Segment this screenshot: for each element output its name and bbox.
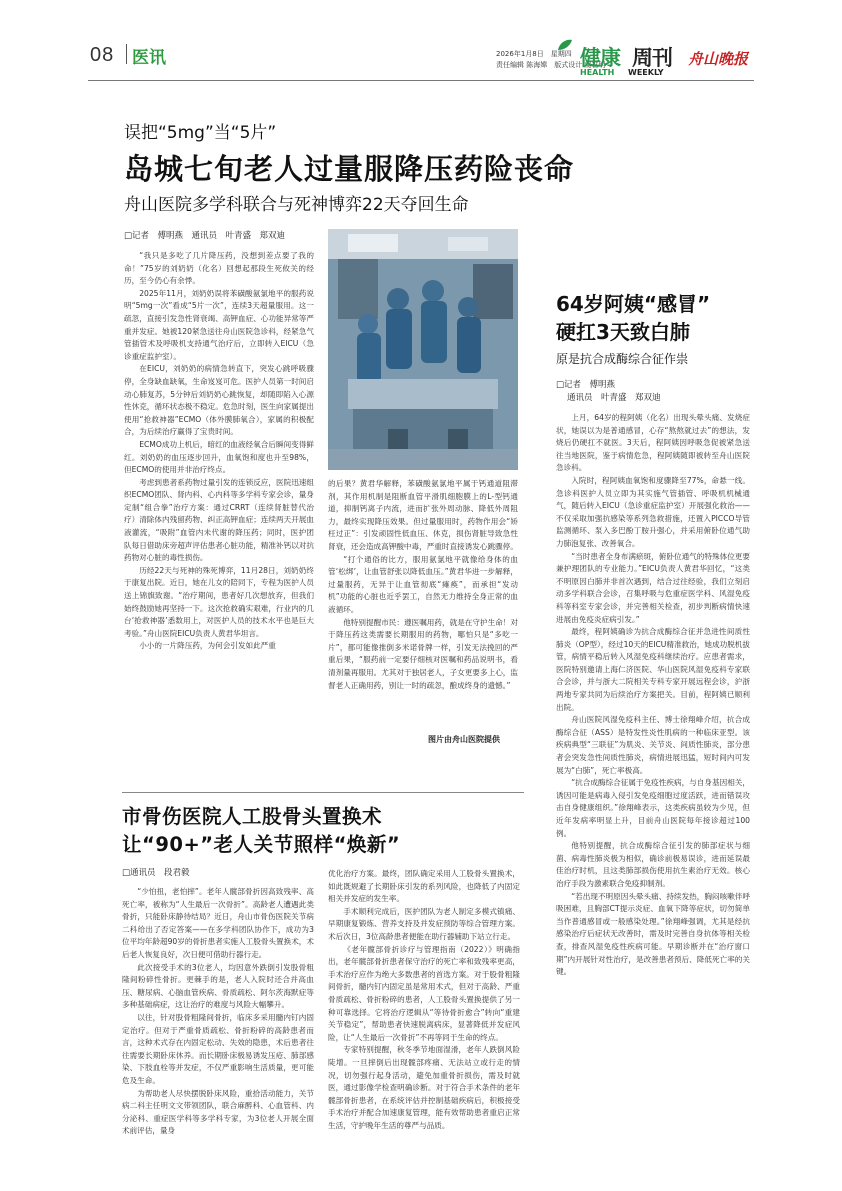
paragraph: 优化治疗方案。最终，团队确定采用人工股骨头置换术，如此既规避了长期卧床引发的系列风险，也降低了内固定相关并发症的发生率。 xyxy=(328,869,520,904)
header-separator xyxy=(126,44,127,64)
bottom-column-2 xyxy=(328,868,520,1136)
paragraph: 2025年11月，刘奶奶误将苯磺酸氨氯地平的服药说明“5mg一次”看成“5片一次”，连续3天超量服用。这一疏忽，直接引发急性肾衰竭、高钾血症、心功能异常等严重并发症。她被120紧急送往舟山医院急诊科，经紧急气管插管术及呼吸机支持通气治疗后，立即转入EICU（急诊重症监护室）。 xyxy=(124,288,314,361)
editor-line: 责任编辑 陈海嫦 版式设计 虞君明 xyxy=(496,61,606,69)
paragraph: 考虑到患者系药物过量引发的连锁反应，医院迅速组织ECMO团队、肾内科、心内科等多学科专家会诊，量身定制“组合拳”治疗方案：通过CRRT（连续肾脏替代治疗）清除体内残留药物、纠正高钾血症；连续两天开展血液灌流，“吸附”血管内未代谢的降压药；同时，医护团队每日借助床旁超声评估患者心脏功能，精准补钙以对抗药物对心脏的毒性损伤。 xyxy=(124,477,314,563)
surgery-photo-illustration xyxy=(328,229,518,470)
paragraph: 上月，64岁的程阿姨（化名）出现头晕头痛、发烧症状，她误以为是普通感冒，心存“熬熬就过去”的想法，发烧后仍硬扛不就医。3天后，程阿姨因呼吸急促被紧急送往当地医院，鉴于病情危急，程阿姨随即被转至舟山医院急诊科。 xyxy=(556,413,750,473)
bottom-column-1 xyxy=(122,886,314,1136)
brand-en-health: HEALTH xyxy=(580,68,615,77)
side-headline xyxy=(556,290,710,346)
paragraph: 小小的一片降压药，为何会引发如此严重 xyxy=(139,641,276,651)
paragraph: 在EICU，刘奶奶的病情急转直下，突发心跳呼吸骤停，全身缺血缺氧，生命岌岌可危。医护人员第一时间启动心肺复苏，5分钟后刘奶奶心跳恢复，却随即陷入心源性休克，循环状态极不稳定。危急时刻，医生向家属提出使用“抢救神器”ECMO（体外膜肺氧合），家属的积极配合，为后续治疗赢得了宝贵时间。 xyxy=(124,364,314,437)
paragraph: 最终，程阿姨确诊为抗合成酶综合征并急进性间质性肺炎（OP型），经过10天的EICU精准救治，她成功脱机拔管，病情平稳后转入风湿免疫科继续治疗。应患者需求，医院特别邀请上海仁济医院、华山医院风湿免疫科专家联合会诊，并与浙大二院相关专科专家开展远程会诊，沪浙两地专家共同为后续治疗方案把关。目前，程阿姨已顺利出院。 xyxy=(556,627,750,712)
main-byline: □记者 傅明燕 通讯员 叶青盛 郑双迪 xyxy=(124,231,286,241)
side-subtitle: 原是抗合成酶综合征作祟 xyxy=(556,352,689,366)
paragraph: “打个通俗的比方，服用氨氯地平就像给身体的血管‘松绑’，让血管舒张以降低血压。”黄君华进一步解释，过量服药，无异于让血管彻底“瘫痪”，而承担“发动机”功能的心脏也近乎罢工，自然无力维持全身正常的血液循环。 xyxy=(328,554,518,614)
bottom-headline xyxy=(122,803,400,859)
side-byline-1: □记者 傅明燕 xyxy=(556,380,616,390)
paragraph: 舟山医院风湿免疫科主任、博士徐翔峰介绍，抗合成酶综合征（ASS）是特发性炎性肌病的一种临床亚型。该疾病典型“三联征”为肌炎、关节炎、间质性肺炎，部分患者会突发急性间质性肺炎，病情进展迅猛，短时间内可发展为“白肺”，死亡率极高。 xyxy=(556,715,750,775)
paragraph: 手术顺利完成后，医护团队为老人制定多模式镇痛、早期康复锻炼、营养支持及并发症预防等综合管理方案。术后次日，3位高龄患者便能在助行器辅助下站立行走。 xyxy=(328,906,520,941)
paragraph: 此次接受手术的3位老人，均因意外跌倒引发股骨粗隆间粉碎性骨折。更棘手的是，老人入院时还合并高血压、糖尿病、心脑血管疾病、骨质疏松、阿尔茨海默症等多种基础病症，这让治疗的难度与风险大幅攀升。 xyxy=(122,962,314,1010)
paragraph: “抗合成酶综合征属于免疫性疾病，与自身基因相关，诱因可能是病毒入侵引发免疫细胞过度活跃，进而错误攻击自身健康组织。”徐翔峰表示，这类疾病虽较为少见，但近年发病率明显上升，目前舟山医院每年接诊超过100例。 xyxy=(556,778,750,838)
side-column xyxy=(556,412,750,1134)
header-rule xyxy=(88,80,754,81)
paragraph: “当时患者全身布满瘀斑，俯卧位通气的特殊体位更要兼护理团队的专业能力。”EICU负责人黄君华回忆，“这类不明原因白肺并非首次遇到，结合过往经验，我们立刻启动多学科联合会诊，召集呼吸与危重症医学科、风湿免疫科等科室专家会诊，并完善相关检查，初步判断病情快速进展由免疫炎症病引发。” xyxy=(556,551,750,624)
brand-health: 健康 xyxy=(580,46,620,70)
brand-en-weekly: WEEKLY xyxy=(628,68,664,77)
bottom-headline-line-1: 市骨伤医院人工股骨头置换术 xyxy=(122,805,383,828)
main-subtitle: 舟山医院多学科联合与死神博弈22天夺回生命 xyxy=(124,195,469,215)
paragraph: ECMO成功上机后，暗红的血液经氧合后瞬间变得鲜红。刘奶奶的血压逐步回升，血氧饱和度也升至98%，但ECMO的使用并非治疗终点。 xyxy=(124,439,314,475)
date-line: 2026年1月8日 星期四 xyxy=(496,50,572,58)
paragraph: 历经22天与死神的殊死博弈，11月28日，刘奶奶终于康复出院。近日，她在儿女的陪同下，专程为医护人员送上锦旗致谢。“治疗期间，患者好几次想放弃，但我们始终鼓励她再坚持一下。这次抢救确实艰难，行业内的几台‘抢救神器’悉数用上，对医护人员的技术水平也是巨大考验。”舟山医院EICU负责人黄君华坦言。 xyxy=(124,565,314,638)
bottom-headline-line-2: 让“90+”老人关节照样“焕新” xyxy=(122,833,401,856)
side-headline-line-2: 硬扛3天致白肺 xyxy=(556,320,690,344)
side-headline-line-1: 64岁阿姨“感冒” xyxy=(556,292,711,316)
brand-weekly: 周刊 xyxy=(632,46,672,70)
paragraph: 入院时，程阿姨血氧饱和度骤降至77%，命悬一线。急诊科医护人员立即为其实施气管插管、呼吸机机械通气，随后转入EICU（急诊重症监护室）开展强化救治——不仅采取加强抗感染等系列急救措施，还置入PICCO导管监测循环、泵入多巴酚丁胺升强心，并采用俯卧位通气助力肺泡复张、改善氧合。 xyxy=(556,475,750,548)
paragraph: 他特别提醒，抗合成酶综合征引发的肺部症状与细菌、病毒性肺炎极为相似，确诊前极易误诊，进而延误最佳治疗时机，且这类肺部损伤使用抗生素治疗无效。核心治疗手段为激素联合免疫抑制剂。 xyxy=(556,841,750,888)
photo-credit: 图片由舟山医院提供 xyxy=(428,735,500,744)
paragraph: 以往，针对股骨粗隆间骨折，临床多采用髓内钉内固定治疗。但对于严重骨质疏松、骨折粉碎的高龄患者而言，这种术式存在内固定松动、失效的隐患，术后患者往往需要长期卧床休养。而长期卧床极易诱发压疮、肺部感染、下肢血栓等并发症，不仅严重影响生活质量，更可能危及生命。 xyxy=(122,1012,314,1085)
bottom-byline: □通讯员 段君毅 xyxy=(122,868,190,878)
main-pre-title: 误把“5mg”当“5片” xyxy=(124,123,277,143)
surgery-photo xyxy=(328,229,518,470)
bottom-article-rule xyxy=(122,792,524,793)
paragraph: “若出现不明原因头晕头痛、持续发热，胸闷咳嗽伴呼吸困难，且胸部CT提示炎症、血氧下降等症状，切勿简单当作普通感冒或一般感染处理。”徐翔峰强调，尤其是经抗感染治疗后症状无改善时，需及时完善自身抗体等相关检查，排查风湿免疫性疾病可能。早期诊断并在“治疗窗口期”内开展针对性治疗，是改善患者预后、降低死亡率的关键。 xyxy=(556,891,750,977)
main-headline: 岛城七旬老人过量服降压药险丧命 xyxy=(124,152,575,186)
paragraph: 他特别提醒市民：遵医嘱用药，就是在守护生命！对于降压药这类需要长期服用的药物，哪怕只是“多吃一片”，都可能像推倒多米诺骨牌一样，引发无法挽回的严重后果，“服药前一定要仔细核对医嘱和药品说明书，看清剂量再服用。尤其对于独居老人，子女更要多上心，监督老人正确用药，别让一时的疏忽，酿成终身的遗憾。” xyxy=(328,617,518,690)
leaf-icon xyxy=(556,38,574,52)
newspaper-logo: 舟山晚报 xyxy=(688,50,749,68)
main-column-2 xyxy=(328,478,518,730)
side-byline-2: 通讯员 叶青盛 郑双迪 xyxy=(567,393,661,403)
paragraph: “我只是多吃了几片降压药，没想到差点要了我的命！”75岁的刘奶奶（化名）回想起那段生死攸关的经历，至今仍心有余悸。 xyxy=(124,251,314,286)
paragraph: 专家特别提醒，秋冬季节地面湿滑，老年人跌倒风险陡增。一旦摔倒后出现髋部疼痛、无法站立或行走的情况，切勿强行起身活动，避免加重骨折损伤，需及时就医，通过影像学检查明确诊断。对于符合手术条件的老年髋部骨折患者，在系统评估并控制基础疾病后，积极接受手术治疗并配合加速康复管理，能有效帮助患者重启正常生活，守护晚年生活的尊严与品质。 xyxy=(328,1045,520,1130)
main-column-1 xyxy=(124,250,314,780)
page-number: 08 xyxy=(90,44,115,66)
paragraph: 《老年髋部骨折诊疗与管理指南（2022）》明确指出，老年髋部骨折患者保守治疗的死亡率和致残率更高，手术治疗应作为绝大多数患者的首选方案。对于股骨粗隆间骨折，髓内钉内固定虽是常用术式，但对于高龄、严重骨质疏松、骨折粉碎的患者，人工股骨头置换提供了另一种可靠选择。它将治疗逻辑从“等待骨折愈合”转向“重建关节稳定”，帮助患者快速脱离病床，显著降低并发症风险，让“人生最后一次骨折”不再等同于生命的终点。 xyxy=(328,944,520,1042)
section-name: 医讯 xyxy=(132,48,166,68)
paragraph: 为帮助老人尽快摆脱卧床风险，重拾活动能力，关节病二科主任明文文带领团队，联合麻醉科、心血管科、内分泌科、重症医学科等多学科专家，为3位老人开展全面术前评估，量身 xyxy=(122,1088,314,1136)
paragraph: “少怕扭，老怕摔”。老年人髋部骨折因高致残率、高死亡率，被称为“人生最后一次骨折”。高龄老人遭遇此类骨折，只能卧床静待结局？近日，舟山市骨伤医院关节病二科给出了否定答案——在多学科团队协作下，成功为3位平均年龄超90岁的骨折患者实施人工股骨头置换术，术后老人恢复良好，次日便可借助行器行走。 xyxy=(122,887,314,959)
paragraph: 的后果？黄君华解释，苯磺酸氨氯地平属于钙通道阻滞剂，其作用机制是阻断血管平滑肌细胞膜上的L-型钙通道，抑制钙离子内流，进而扩张外周动脉、降低外周阻力，最终实现降压效果。但过量服用时，药物作用会“矫枉过正”：引发顽固性低血压、休克，损伤肾脏导致急性肾衰，还会造成高钾酸中毒，严重时直接诱发心跳骤停。 xyxy=(328,479,518,551)
